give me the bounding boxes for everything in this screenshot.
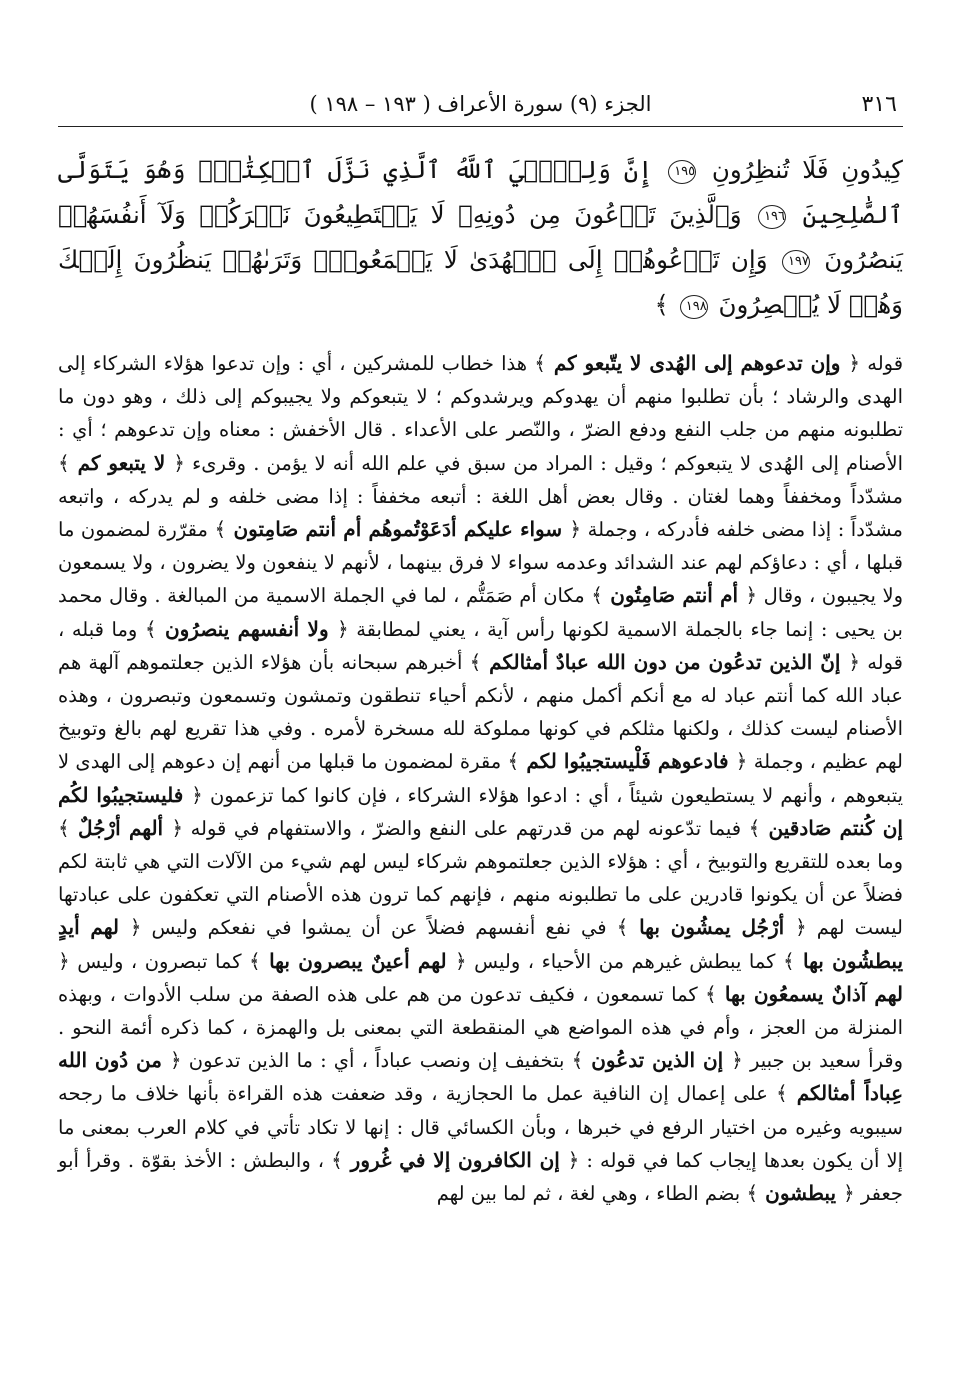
verse-text: كِيدُونِ فَلَا تُنظِرُونِ	[711, 155, 903, 184]
verse-close-bracket: ﴾	[654, 290, 669, 319]
commentary-text: مشدّداً ومخففاً وهما لغتان . وقال بعض أهل اللغة : أتبعه مخففاً : إذا مضى خلفه و لم يدركه ، واتبعه مشدّداً : إذا مضى خلفه فأدركه ، وجملة	[58, 484, 903, 542]
quran-verses	[58, 147, 903, 327]
commentary-text: وما قبله ، قوله	[58, 617, 903, 674]
commentary-text: على إعمال إن النافية عمل ما الحجازية ، وقد ضعفت هذه القراءة بأنها خلاف ما رجحه سيبويه وغيره من اختيار الرفع في خبرها ، وبأن الكسائي قال : إنها لا تكاد تأتي في كلام العرب بمعنى ما إلا أن يكون بعدها إيجاب كما في قوله :	[58, 1082, 904, 1172]
commentary-text: في نفع أنفسهم فضلاً عن أن يمشوا في نفعكم وليس	[151, 916, 607, 940]
commentary-text: مقرّرة لمضمون ما قبلها ، أي : دعاؤكم لهم عند الشدائد وعدمه سواء لا فرق بينهما ، لأنهم لا ينفعون ولا يضرون ، ولا يسمعون ولا يجيبون ، وقال	[58, 518, 904, 608]
verse-number-marker: ١٩٨	[680, 295, 708, 319]
commentary-text: كما تسمعون ، فكيف تدعون من هم على هذه الصفة من سلب الأدوات ، وبهذه المنزلة من العجز ، وأم في هذه المواضع هي المنقطعة التي بمعنى بل والهمزة ، كما ذكره أئمة النحو . وقرأ سعيد بن جبير	[58, 982, 904, 1073]
open-bracket: ﴿	[171, 815, 184, 840]
close-bracket: ﴾	[507, 749, 520, 774]
open-bracket: ﴿	[848, 351, 861, 375]
commentary-text: مكان أم صَمَتُّم ، لما في الجملة الاسمية من المبالغة . وقال محمد بن يحيى : إنما جاء بالجملة الاسمية لكونها رأس آية ، يعني لمطابقة	[58, 584, 903, 641]
open-bracket: ﴿	[735, 749, 748, 774]
commentary-text: كما يبطش غيرهم من الأحياء ، وليس	[474, 949, 776, 973]
open-bracket: ﴿	[794, 915, 807, 940]
page	[58, 88, 903, 1210]
quoted-verse: يبطشون	[765, 1181, 837, 1206]
close-bracket: ﴾	[776, 1081, 788, 1106]
verse-number-marker: ١٩٧	[782, 250, 810, 274]
close-bracket: ﴾	[469, 649, 482, 674]
close-bracket: ﴾	[746, 1181, 759, 1206]
open-bracket: ﴿	[173, 450, 185, 475]
quoted-verse: لهم آذانٌ يسمعُون بها	[724, 981, 904, 1006]
running-head: الجزء (٩) سورة الأعراف ( ١٩٣ – ١٩٨ )	[309, 92, 652, 116]
commentary-text: ، والبطش : الأخذ بقوّة . وقرأ أبو جعفر	[58, 1148, 903, 1206]
quoted-verse: أرْجُل يمشُون بها	[639, 915, 785, 940]
commentary-text: فيما تدّعونه لهم من قدرتهم على النفع والضرّ ، والاستفهام في قوله	[190, 816, 742, 840]
verse-text: وَإِن تَدۡعُوهُمۡ إِلَى ٱلۡهُدَىٰ لَا يَسۡمَعُواْۖ وَتَرَىٰهُمۡ يَنظُرُونَ إِلَيۡكَ وَهُمۡ لَا يُبۡصِرُونَ	[58, 245, 903, 319]
verse-text: وَٱلَّذِينَ تَدۡعُونَ مِن دُونِهِۦ لَا يَسۡتَطِيعُونَ نَصۡرَكُمۡ وَلَآ أَنفُسَهُمۡ يَنصُرُونَ	[58, 200, 904, 274]
commentary	[58, 347, 903, 1210]
open-bracket: ﴿	[336, 616, 349, 641]
close-bracket: ﴾	[58, 815, 70, 840]
quoted-verse: لهم أيدٍ يبطشُون بها	[58, 915, 904, 973]
open-bracket: ﴿	[569, 517, 582, 542]
open-bracket: ﴿	[191, 782, 203, 807]
commentary-text: أخبرهم سبحانه بأن هؤلاء الذين جعلتموهم آلهة هم عباد الله كما أنتم عباد له مع أنكم أكمل منهم ، لأنكم أحياء تنطقون وتمشون وتسمعون وتبصرون ، وهذه الأصنام ليست كذلك ، ولكنها مثلكم في كونها مملوكة لله مسخرة لأمره . وفي هذا تقريع لهم بالغ وتوبيخ لهم عظيم ، وجملة	[58, 650, 903, 774]
open-bracket: ﴿	[129, 915, 142, 940]
close-bracket: ﴾	[571, 1048, 584, 1073]
quoted-verse: إن الذين تدعُون	[591, 1048, 724, 1073]
quoted-verse: وإن تدعوهم إلى الهُدى لا يتّبعو كم	[553, 351, 841, 375]
quoted-verse: لهم أعينٌ يبصرون بها	[269, 948, 447, 973]
verse-number-marker: ١٩٦	[758, 205, 786, 229]
close-bracket: ﴾	[782, 948, 795, 973]
open-bracket: ﴿	[169, 1048, 182, 1073]
close-bracket: ﴾	[331, 1147, 343, 1172]
commentary-text: بتخفيف إن ونصب عباداً ، أي : ما الذين تدعون	[188, 1049, 565, 1073]
close-bracket: ﴾	[591, 583, 603, 608]
quoted-verse: ألهم أرْجُلٌ	[77, 815, 164, 840]
open-bracket: ﴿	[454, 948, 467, 973]
close-bracket: ﴾	[249, 948, 261, 973]
commentary-text: مقرة لمضمون ما قبلها من أنهم إن دعوهم إلى الهدى لا يتبعوهم ، وأنهم لا يستطيعون شيئاً ، أي : ادعوا هؤلاء الشركاء ، فإن كانوا كما تزعمون	[58, 750, 904, 807]
quoted-verse: فليستجيبُوا لكُم إن كُنتم صَادقين	[58, 782, 903, 840]
quoted-verse: فادعوهم فَلْيستجيبُوا لكم	[526, 749, 729, 774]
quoted-verse: أم أنتم صَامِتُون	[610, 583, 739, 608]
close-bracket: ﴾	[144, 616, 157, 641]
quoted-verse: لا يتبعو كم	[77, 450, 166, 475]
commentary-text: قوله	[867, 352, 904, 375]
open-bracket: ﴿	[567, 1147, 580, 1172]
commentary-text: بضم الطاء ، وهي لغة ، ثم لما بين لهم	[436, 1182, 741, 1206]
close-bracket: ﴾	[705, 981, 717, 1006]
quoted-verse: سواء عليكم أدَعَوْتُموهُم أم أنتم صَامِتون	[233, 517, 563, 542]
page-header	[58, 88, 903, 127]
commentary-text: هذا خطاب للمشركين ، أي : وإن تدعوا هؤلاء الشركاء إلى الهدى والرشاد ؛ بأن تطلبوا منهم أن يهدوكم ويرشدوكم ؛ لا يتبعوكم ولا يجيبوكم إلى ذلك ، وهو دون ما تطلبونه منهم من جلب النفع ودفع الضرّ ، والنّصر على الأعداء . قال الأخفش : معناه وإن تدعوهم ؛ أي : الأصنام إلى الهُدى لا يتبعوكم ؛ وقيل : المراد من سبق في علم الله أنه لا يؤمن . وقرىء	[58, 352, 904, 475]
open-bracket: ﴿	[745, 583, 758, 608]
verse-text: إِنَّ وَلِـِّۧيَ ٱللَّهُ ٱلَّذِي نَزَّلَ ٱلۡكِتَٰبَۖ وَهُوَ يَتَوَلَّى ٱلصَّٰلِحِينَ	[58, 155, 903, 229]
open-bracket: ﴿	[731, 1048, 743, 1073]
open-bracket: ﴿	[848, 649, 861, 674]
verse-number-marker: ١٩٥	[668, 160, 696, 184]
quoted-verse: ولا أنفسهم ينصرُون	[164, 616, 329, 641]
page-number: ٣١٦	[861, 92, 897, 117]
quoted-verse: إن الكافرون إلا في غُرور	[350, 1147, 560, 1172]
open-bracket: ﴿	[842, 1181, 855, 1206]
quoted-verse: من دُون الله عِباداً أمثالكم	[58, 1048, 903, 1106]
commentary-text: وما بعده للتقريع والتوبيخ ، أي : هؤلاء الذين جعلتموهم شركاء ليس لهم شيء من الآلات التي هي ثابتة لكم فضلاً عن أن يكونوا قادرين على ما تطلبونه منهم ، فإنهم كما ترون هذه الأصنام التي تعكفون على عبادتها ليست لهم	[58, 850, 903, 940]
quoted-verse: إنّ الذين تدعُون من دون الله عبادٌ أمثالكم	[489, 649, 841, 674]
close-bracket: ﴾	[616, 915, 629, 940]
close-bracket: ﴾	[534, 351, 546, 375]
commentary-text: كما تبصرون ، وليس	[77, 949, 242, 973]
close-bracket: ﴾	[748, 815, 761, 840]
close-bracket: ﴾	[214, 517, 227, 542]
open-bracket: ﴿	[58, 948, 70, 973]
close-bracket: ﴾	[58, 450, 70, 475]
